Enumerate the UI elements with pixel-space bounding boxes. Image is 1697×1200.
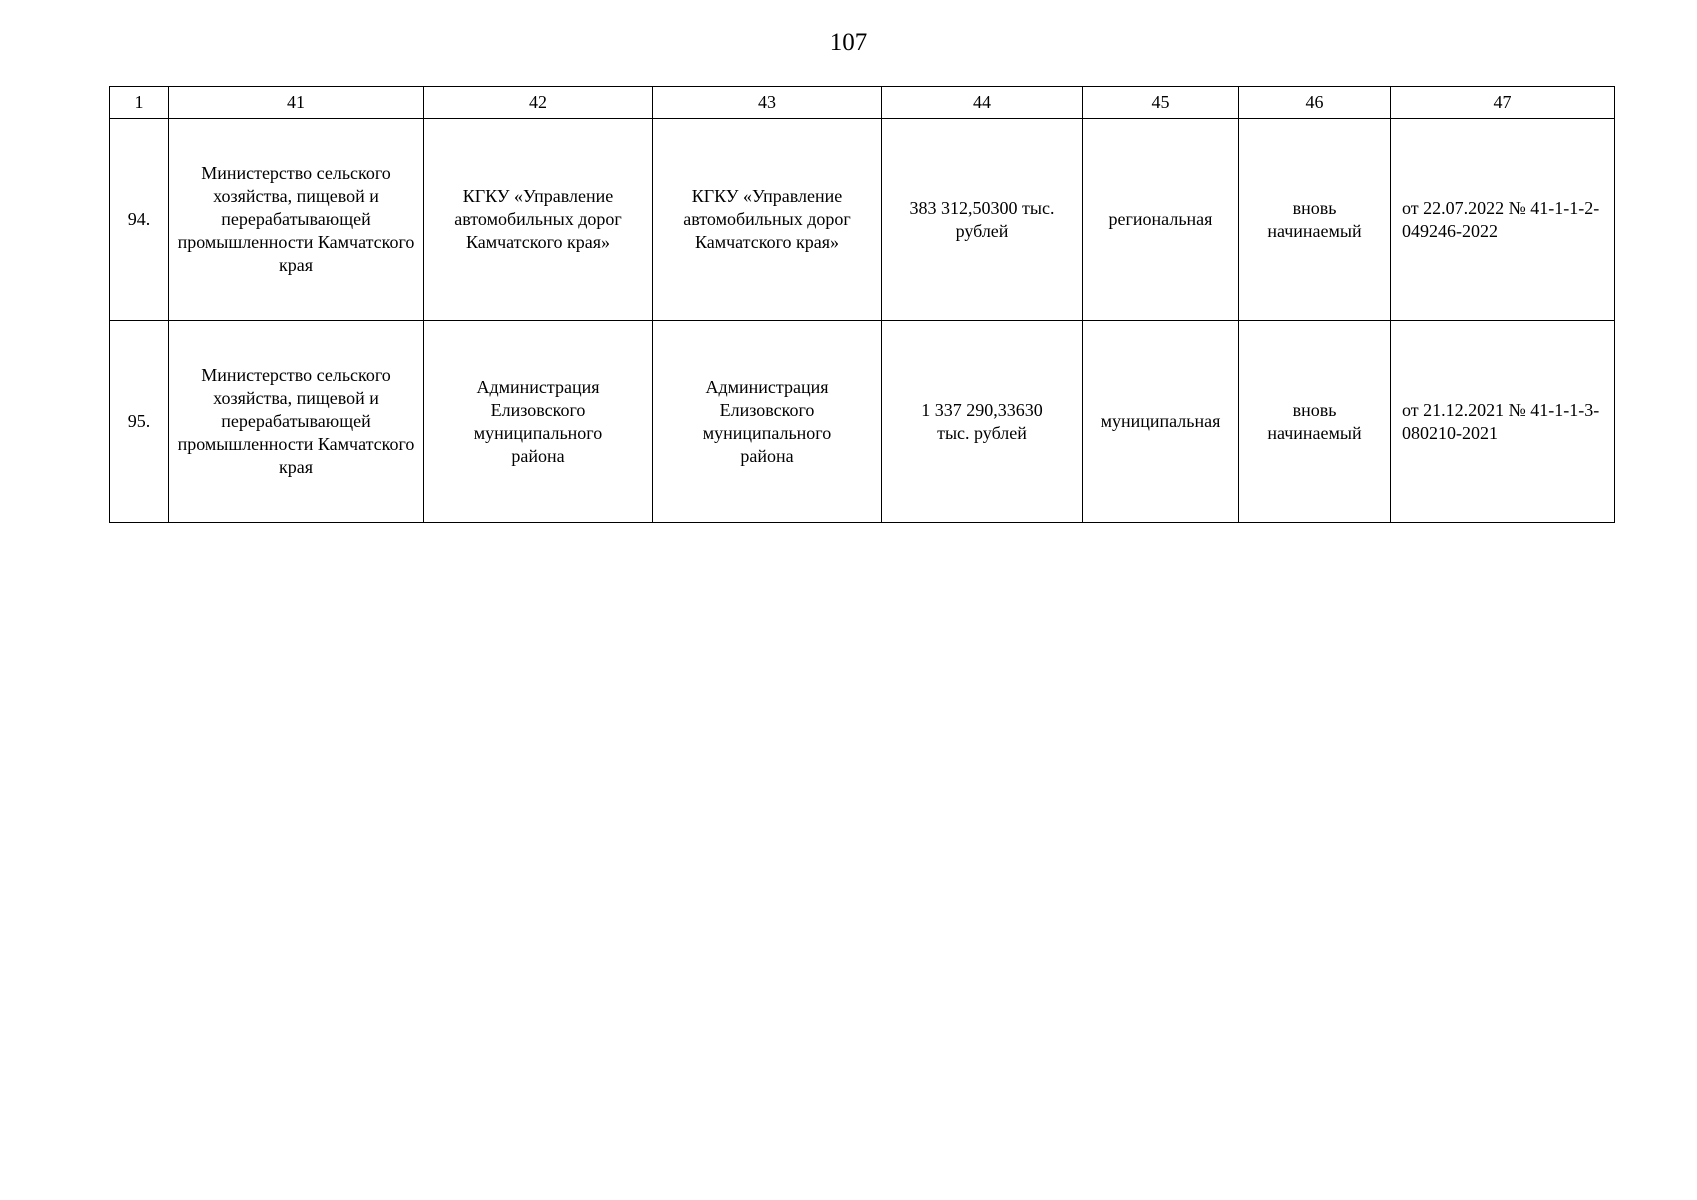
row-number-cell: 95.	[110, 321, 169, 523]
table-row	[110, 321, 1615, 523]
customer-cell	[424, 321, 653, 523]
customer-cell: КГКУ «Управление автомобильных дорог Камчатского края»	[424, 119, 653, 321]
row-number-cell: 94.	[110, 119, 169, 321]
header-row	[110, 87, 1615, 119]
developer-cell	[653, 321, 882, 523]
page-number: 107	[829, 29, 868, 56]
permit-cell: от 22.07.2022 № 41-1-1-2-049246-2022	[1391, 119, 1615, 321]
cost-value: 1 337 290,33630 тыс. рублей	[921, 399, 1043, 443]
cost-cell	[882, 321, 1083, 523]
header-cell-col-44: 44	[882, 87, 1083, 119]
data-table	[109, 86, 1615, 523]
header-cell-col-43: 43	[653, 87, 882, 119]
cost-cell	[882, 119, 1083, 321]
status-cell	[1239, 321, 1391, 523]
header-cell-col-46: 46	[1239, 87, 1391, 119]
header-cell-col-41: 41	[169, 87, 424, 119]
ministry-cell: Министерство сельского хозяйства, пищевой и перерабатывающей промышленности Камчатского края	[169, 321, 424, 523]
table-row	[110, 119, 1615, 321]
developer-value: Администрация Елизовского муниципального района	[702, 376, 832, 466]
developer-cell: КГКУ «Управление автомобильных дорог Камчатского края»	[653, 119, 882, 321]
header-cell-col-42: 42	[424, 87, 653, 119]
header-cell-col-47: 47	[1391, 87, 1615, 119]
ownership-cell: региональная	[1083, 119, 1239, 321]
cost-value: 383 312,50300 тыс. рублей	[909, 197, 1055, 241]
status-cell	[1239, 119, 1391, 321]
header-cell-col-45: 45	[1083, 87, 1239, 119]
permit-cell: от 21.12.2021 № 41-1-1-3-080210-2021	[1391, 321, 1615, 523]
ministry-cell: Министерство сельского хозяйства, пищевой и перерабатывающей промышленности Камчатского края	[169, 119, 424, 321]
header-cell-col-1: 1	[110, 87, 169, 119]
status-value: вновь начинаемый	[1267, 399, 1362, 443]
customer-value: Администрация Елизовского муниципального района	[473, 376, 603, 466]
status-value: вновь начинаемый	[1267, 197, 1362, 241]
ownership-cell: муниципальная	[1083, 321, 1239, 523]
